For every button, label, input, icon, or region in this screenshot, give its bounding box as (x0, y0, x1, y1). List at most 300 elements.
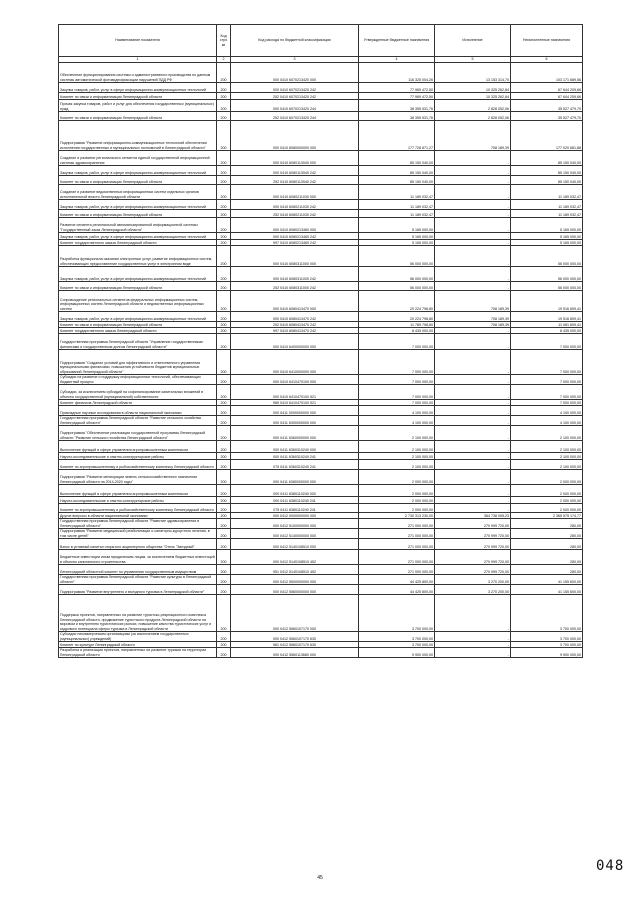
row-unexecuted: 67 644 209,66 (511, 83, 583, 93)
table-row (59, 648, 583, 658)
budget-report-sheet (58, 24, 582, 658)
row-kbk: 000 0410 6080413470 000 (231, 291, 359, 312)
row-unexecuted: 41 155 600,00 (511, 585, 583, 595)
row-unexecuted: 56 000 000,00 (511, 282, 583, 291)
row-name: Субсидии, за исключением субсидий на софинансирование капитальных вложений в объекты государственной (муниципальной) собственности (59, 385, 217, 400)
row-code: 200 (217, 166, 231, 176)
row-approved: 271 000 000,00 (359, 519, 435, 529)
row-approved: 85 150 040,00 (359, 176, 435, 185)
row-executed: - (435, 595, 511, 632)
column-number: 3 (231, 57, 359, 63)
row-executed: - (435, 240, 511, 246)
table-row (59, 485, 583, 497)
row-approved: 7 000 000,00 (359, 385, 435, 400)
row-unexecuted: 56 000 000,00 (511, 246, 583, 267)
row-unexecuted: 2 365 575 174,77 (511, 513, 583, 519)
row-kbk: 000 0412 5560107170 000 (231, 595, 359, 632)
row-approved: 3 700 000,00 (359, 595, 435, 632)
row-kbk: 000 0412 5100000000 000 (231, 519, 359, 529)
column-number: 2 (217, 57, 231, 63)
table-row (59, 200, 583, 210)
row-approved: 2 000 000,00 (359, 497, 435, 504)
row-executed: - (435, 200, 511, 210)
row-executed: - (435, 441, 511, 453)
row-kbk: 985 0410 6410470100 521 (231, 400, 359, 406)
row-executed: - (435, 632, 511, 642)
row-kbk: 997 0410 6080213460 242 (231, 240, 359, 246)
row-name: Государственная программа Ленинградской области "Управление государственными финансами и государственным долгом Ленинградской области" (59, 334, 217, 350)
row-unexecuted: 11 081 609,41 (511, 322, 583, 328)
row-approved: 2 000 000,00 (359, 485, 435, 497)
row-kbk: 000 0411 0000000000 000 (231, 406, 359, 416)
row-executed: 270 999 720,00 (435, 565, 511, 575)
row-kbk: 075 0411 6380110240 241 (231, 504, 359, 513)
row-name: Создание и развитие ведомственных информационных систем отдельных органов исполнительной власти Ленинградской области (59, 185, 217, 200)
row-approved: 11 189 032,47 (359, 185, 435, 200)
row-kbk: 000 0410 6400000000 000 (231, 334, 359, 350)
row-approved: 38 355 531,76 (359, 112, 435, 121)
row-code: 200 (217, 400, 231, 406)
row-executed: 708 189,39 (435, 312, 511, 322)
row-executed: - (435, 385, 511, 400)
row-code: 200 (217, 375, 231, 385)
row-approved: 56 000 000,00 (359, 282, 435, 291)
row-name: Субсидии на развитие и поддержку информационных технологий, обеспечивающих бюджетный процесс (59, 375, 217, 385)
row-code: 200 (217, 426, 231, 441)
row-name: Подпрограмма "Создание условий для эффективного и ответственного управления муниципальными финансами, повышения устойчивости бюджетов муниципальных образований Ленинградской области" (59, 350, 217, 375)
row-executed: - (435, 426, 511, 441)
row-unexecuted: 2 100 000,00 (511, 453, 583, 460)
row-approved: 5 165 000,00 (359, 240, 435, 246)
row-name: Закупка товаров, работ, услуг в сфере информационно-коммуникационных технологий (59, 166, 217, 176)
row-executed: - (435, 210, 511, 218)
row-unexecuted: 9 900 000,00 (511, 648, 583, 658)
row-approved: 8 435 000,00 (359, 328, 435, 334)
table-row (59, 406, 583, 416)
table-row (59, 334, 583, 350)
row-kbk: 000 0410 6080211030 242 (231, 200, 359, 210)
column-header: Неисполненные назначения (511, 25, 583, 57)
row-name: Научно-исследовательские и опытно-конструкторские работы (59, 453, 217, 460)
table-row (59, 529, 583, 539)
row-name: Комитет по связи и информатизации Ленинградской области (59, 282, 217, 291)
row-name: Закупка товаров, работ, услуг в сфере информационно-коммуникационных технологий (59, 312, 217, 322)
row-name: Государственная программа Ленинградской области "Развитие культуры в Ленинградской области" (59, 575, 217, 585)
row-executed: 708 189,39 (435, 121, 511, 151)
row-code: 200 (217, 441, 231, 453)
row-code: 200 (217, 151, 231, 166)
row-code: 200 (217, 416, 231, 426)
row-name: Создание и развитие регионального сегмента единой государственной информационной системы здравоохранения (59, 151, 217, 166)
row-executed: - (435, 246, 511, 267)
row-name: Комитет финансов Ленинградской области (59, 400, 217, 406)
row-executed: 2 828 052,06 (435, 112, 511, 121)
row-executed: - (435, 400, 511, 406)
row-name: Комитет по агропромышленному и рыбохозяйственному комплексу Ленинградской области (59, 460, 217, 470)
row-kbk: 000 0410 6080311000 242 (231, 267, 359, 282)
table-row (59, 63, 583, 83)
row-unexecuted: 85 150 040,00 (511, 176, 583, 185)
row-approved: 11 789 798,80 (359, 322, 435, 328)
table-row (59, 441, 583, 453)
row-unexecuted: 280,00 (511, 539, 583, 550)
row-unexecuted: 11 189 032,47 (511, 200, 583, 210)
row-approved: 44 425 800,00 (359, 585, 435, 595)
row-executed: - (435, 166, 511, 176)
row-unexecuted: 177 020 681,88 (511, 121, 583, 151)
row-executed: 10 325 262,84 (435, 93, 511, 100)
row-code: 200 (217, 328, 231, 334)
handwritten-stamp-number: 048 (596, 858, 625, 874)
table-row (59, 93, 583, 100)
row-code: 200 (217, 470, 231, 485)
row-executed: 708 189,39 (435, 291, 511, 312)
budget-table (58, 24, 583, 658)
row-approved: 2 100 000,00 (359, 453, 435, 460)
table-row (59, 151, 583, 166)
row-name: Бюджетные инвестиции иным юридическим лицам, за исключением бюджетных инвестиций в объекты капитального строительства (59, 550, 217, 565)
row-code: 200 (217, 218, 231, 233)
row-name: Другие вопросы в области национальной экономики (59, 513, 217, 519)
row-unexecuted: 19 516 609,41 (511, 312, 583, 322)
row-unexecuted: 3 700 000,00 (511, 642, 583, 648)
row-executed: - (435, 416, 511, 426)
row-code: 200 (217, 550, 231, 565)
row-kbk: 000 0411 6300000000 000 (231, 416, 359, 426)
table-row (59, 246, 583, 267)
table-row (59, 291, 583, 312)
row-code: 200 (217, 121, 231, 151)
row-kbk: 000 0412 5140108510 000 (231, 539, 359, 550)
row-approved: 11 189 032,47 (359, 210, 435, 218)
row-code: 200 (217, 460, 231, 470)
row-kbk: 000 0411 6380110240 241 (231, 497, 359, 504)
row-executed: 3 270 200,00 (435, 585, 511, 595)
row-executed: 2 828 052,06 (435, 100, 511, 112)
row-code: 200 (217, 453, 231, 460)
row-kbk: 000 0410 6070213420 244 (231, 100, 359, 112)
table-row (59, 595, 583, 632)
row-code: 200 (217, 282, 231, 291)
table-row (59, 470, 583, 485)
row-unexecuted: 7 000 000,00 (511, 375, 583, 385)
row-code: 200 (217, 595, 231, 632)
row-unexecuted: 280,00 (511, 550, 583, 565)
row-code: 200 (217, 267, 231, 282)
row-kbk: 000 0412 5140000000 000 (231, 529, 359, 539)
table-row (59, 385, 583, 400)
row-executed: - (435, 267, 511, 282)
column-number: 6 (511, 57, 583, 63)
row-name: Закупка товаров, работ, услуг в сфере информационно-коммуникационных технологий (59, 267, 217, 282)
column-number: 5 (435, 57, 511, 63)
table-row (59, 176, 583, 185)
row-executed: - (435, 282, 511, 291)
row-kbk: 000 0410 6080113940 000 (231, 151, 359, 166)
row-approved: 5 165 000,00 (359, 218, 435, 233)
row-kbk: 252 0410 6080211030 242 (231, 210, 359, 218)
row-unexecuted: 41 155 600,00 (511, 575, 583, 585)
row-approved: 2 100 000,00 (359, 460, 435, 470)
row-name: Обеспечение функционирования системы и административного производства по данным системы автоматической фотовидеофиксации нарушений ПДД РФ (59, 63, 217, 83)
row-code: 200 (217, 648, 231, 658)
table-row (59, 539, 583, 550)
row-name: Подпрограмма "Обеспечение реализации государственной программы Ленинградской области "Развитие сельского хозяйства Ленинградской области" (59, 426, 217, 441)
table-row (59, 565, 583, 575)
row-kbk: 000 0410 6410000000 000 (231, 350, 359, 375)
row-approved: 2 100 000,00 (359, 426, 435, 441)
row-code: 200 (217, 210, 231, 218)
row-code: 200 (217, 485, 231, 497)
row-approved: 116 325 004,26 (359, 63, 435, 83)
row-approved: 271 000 000,00 (359, 565, 435, 575)
table-row (59, 426, 583, 441)
row-code: 200 (217, 565, 231, 575)
row-approved: 4 100 000,00 (359, 406, 435, 416)
row-executed: 364 738 055,23 (435, 513, 511, 519)
row-kbk: 000 0411 6380000000 000 (231, 470, 359, 485)
row-code: 200 (217, 233, 231, 240)
row-unexecuted: 7 000 000,00 (511, 350, 583, 375)
row-approved: 7 000 000,00 (359, 375, 435, 385)
row-approved: 85 150 040,00 (359, 151, 435, 166)
row-executed: - (435, 406, 511, 416)
row-name: Закупка товаров, работ, услуг в сфере информационно-коммуникационных технологий (59, 83, 217, 93)
row-kbk: 000 0410 6080311000 000 (231, 246, 359, 267)
row-executed: - (435, 375, 511, 385)
row-code: 200 (217, 350, 231, 375)
row-kbk: 252 0410 6070213420 244 (231, 112, 359, 121)
row-unexecuted: 7 000 000,00 (511, 385, 583, 400)
row-name: Взнос в уставный капитал открытого акционерного общества "Отель "Звездный" (59, 539, 217, 550)
row-kbk: 000 0410 6080113940 242 (231, 166, 359, 176)
row-name: Выполнение функций в сфере управления агропромышленным комплексом (59, 441, 217, 453)
table-row (59, 100, 583, 112)
row-name: Прочая закупка товаров, работ и услуг для обеспечения государственных (муниципальных) нужд (59, 100, 217, 112)
row-code: 200 (217, 312, 231, 322)
row-kbk: 000 0410 6080211030 000 (231, 185, 359, 200)
row-name: Комитет по связи и информатизации Ленинградской области (59, 210, 217, 218)
row-unexecuted: 2 100 000,00 (511, 426, 583, 441)
table-row (59, 575, 583, 585)
row-kbk: 000 0412 5140108510 452 (231, 550, 359, 565)
row-approved: 2 000 000,00 (359, 470, 435, 485)
table-row (59, 460, 583, 470)
row-approved: 3 700 000,00 (359, 632, 435, 642)
column-header: Исполнение (435, 25, 511, 57)
row-name: Подпрограмма "Развитие мелиорации земель сельскохозяйственного назначения Ленинградской области на 2014-2020 годы" (59, 470, 217, 485)
row-code: 200 (217, 185, 231, 200)
row-code: 200 (217, 642, 231, 648)
row-kbk: 000 0411 6360310240 241 (231, 453, 359, 460)
column-header: Утвержденные бюджетные назначения (359, 25, 435, 57)
table-row (59, 504, 583, 513)
row-unexecuted: 5 165 000,00 (511, 240, 583, 246)
row-executed: - (435, 485, 511, 497)
row-kbk: 000 0412 5500000000 000 (231, 575, 359, 585)
table-row (59, 121, 583, 151)
row-approved: 271 000 000,00 (359, 539, 435, 550)
table-row (59, 83, 583, 93)
row-unexecuted: 2 100 000,00 (511, 441, 583, 453)
row-kbk: 000 0411 6360000000 000 (231, 426, 359, 441)
row-approved: 7 000 000,00 (359, 400, 435, 406)
row-name: Подпрограмма "Развитие информационно-коммуникационных технологий обеспечения исполнения государственных и муниципальных полномочий в Ленинградской области" (59, 121, 217, 151)
row-kbk: 000 0411 6360310240 000 (231, 441, 359, 453)
row-name: Разработка и реализация проектов, направленных на развитие туризма на территории Ленинградской области (59, 648, 217, 658)
row-executed: - (435, 350, 511, 375)
row-unexecuted: 85 150 040,00 (511, 166, 583, 176)
table-row (59, 112, 583, 121)
row-kbk: 000 0410 6080000000 000 (231, 121, 359, 151)
row-approved: 3 700 000,00 (359, 642, 435, 648)
row-approved: 271 000 000,00 (359, 529, 435, 539)
row-name: Развитие сегмента региональной автоматизированной информационной системы "Государственный заказ Ленинградской области" (59, 218, 217, 233)
table-body (59, 63, 583, 658)
row-executed: - (435, 328, 511, 334)
row-approved: 11 189 032,47 (359, 200, 435, 210)
row-executed: 13 153 314,70 (435, 63, 511, 83)
row-executed: 270 999 720,00 (435, 539, 511, 550)
table-row (59, 519, 583, 529)
row-code: 200 (217, 334, 231, 350)
row-unexecuted: 35 527 479,70 (511, 112, 583, 121)
row-executed: 270 999 720,00 (435, 519, 511, 529)
row-executed: - (435, 642, 511, 648)
table-row (59, 185, 583, 200)
column-header: Наименование показателя (59, 25, 217, 57)
row-kbk: 000 0412 5560113680 000 (231, 648, 359, 658)
row-executed: 708 189,39 (435, 322, 511, 328)
row-unexecuted: 35 527 479,70 (511, 100, 583, 112)
row-code: 200 (217, 63, 231, 83)
row-unexecuted: 85 150 040,00 (511, 151, 583, 166)
row-name: Комитет по культуре Ленинградской области (59, 642, 217, 648)
table-row (59, 416, 583, 426)
row-approved: 56 000 000,00 (359, 267, 435, 282)
row-kbk: 252 0410 6080311000 242 (231, 282, 359, 291)
row-approved: 77 969 472,50 (359, 83, 435, 93)
table-row (59, 375, 583, 385)
row-approved: 7 000 000,00 (359, 334, 435, 350)
row-kbk: 000 0412 5560107170 630 (231, 632, 359, 642)
row-approved: 20 224 798,80 (359, 291, 435, 312)
row-approved: 20 224 798,80 (359, 312, 435, 322)
row-executed: 270 999 720,00 (435, 550, 511, 565)
row-code: 200 (217, 246, 231, 267)
row-kbk: 252 0410 6070213420 242 (231, 93, 359, 100)
row-executed: - (435, 470, 511, 485)
row-name: Сопровождение региональных сегментов федеральных информационных систем, информационных систем Ленинградской области и ведомственных информационных систем (59, 291, 217, 312)
table-row (59, 312, 583, 322)
row-unexecuted: 11 189 032,47 (511, 210, 583, 218)
row-approved: 56 000 000,00 (359, 246, 435, 267)
row-code: 200 (217, 385, 231, 400)
table-row (59, 233, 583, 240)
row-unexecuted: 19 516 609,41 (511, 291, 583, 312)
row-kbk: 000 0410 6080413470 242 (231, 312, 359, 322)
row-approved: 2 730 313 230,00 (359, 513, 435, 519)
row-name: Комитет по связи и информатизации Ленинградской области (59, 176, 217, 185)
row-name: Государственная программа Ленинградской области "Развитие сельского хозяйства Ленинградской области" (59, 416, 217, 426)
row-kbk: 000 0410 6070213420 000 (231, 63, 359, 83)
row-executed: - (435, 497, 511, 504)
row-name: Разработка функционала оказания электронных услуг, развитие информационных систем, обеспечивающих предоставление государственных услуг в электронном виде (59, 246, 217, 267)
row-kbk: 000 0410 6410470100 521 (231, 385, 359, 400)
table-row (59, 350, 583, 375)
row-name: Государственная программа Ленинградской области "Развитие здравоохранения в Ленинградской области" (59, 519, 217, 529)
row-unexecuted: 7 000 000,00 (511, 334, 583, 350)
row-executed: - (435, 218, 511, 233)
row-unexecuted: 3 700 000,00 (511, 595, 583, 632)
row-executed: - (435, 185, 511, 200)
row-unexecuted: 2 100 000,00 (511, 460, 583, 470)
row-kbk: 000 0410 6080213460 000 (231, 218, 359, 233)
row-code: 200 (217, 539, 231, 550)
row-code: 200 (217, 513, 231, 519)
row-kbk: 000 0411 6380110240 000 (231, 485, 359, 497)
column-header: Код стро ки (217, 25, 231, 57)
row-approved: 85 150 040,00 (359, 166, 435, 176)
row-executed: 10 325 262,84 (435, 83, 511, 93)
row-code: 200 (217, 200, 231, 210)
column-number: 4 (359, 57, 435, 63)
row-unexecuted: 2 000 000,00 (511, 485, 583, 497)
row-unexecuted: 5 165 000,00 (511, 218, 583, 233)
row-kbk: 252 0410 6080413470 242 (231, 322, 359, 328)
row-kbk: 000 0410 6080213460 242 (231, 233, 359, 240)
row-unexecuted: 67 644 209,66 (511, 93, 583, 100)
row-code: 200 (217, 240, 231, 246)
row-name: Закупка товаров, работ, услуг в сфере информационно-коммуникационных технологий (59, 233, 217, 240)
row-name: Субсидии некоммерческим организациям (за исключением государственных (муниципальных) учреждений) (59, 632, 217, 642)
row-executed: - (435, 460, 511, 470)
table-header (59, 25, 583, 63)
column-number: 1 (59, 57, 217, 63)
row-executed: - (435, 176, 511, 185)
row-code: 200 (217, 519, 231, 529)
row-executed: - (435, 648, 511, 658)
row-name: Комитет по связи и информатизации Ленинградской области (59, 112, 217, 121)
row-code: 200 (217, 529, 231, 539)
row-kbk: 000 0410 6410470100 000 (231, 375, 359, 385)
table-row (59, 497, 583, 504)
table-row (59, 585, 583, 595)
row-approved: 5 165 000,00 (359, 233, 435, 240)
row-approved: 2 000 000,00 (359, 504, 435, 513)
row-approved: 2 100 000,00 (359, 441, 435, 453)
row-unexecuted: 3 700 000,00 (511, 632, 583, 642)
row-approved: 4 100 000,00 (359, 416, 435, 426)
row-kbk: 997 0410 6080413470 242 (231, 328, 359, 334)
table-row (59, 632, 583, 642)
row-name: Закупка товаров, работ, услуг в сфере информационно-коммуникационных технологий (59, 200, 217, 210)
row-name: Комитет по связи и информатизации Ленинградской области (59, 322, 217, 328)
table-row (59, 550, 583, 565)
row-unexecuted: 11 189 032,47 (511, 185, 583, 200)
row-kbk: 075 0411 6360310240 241 (231, 460, 359, 470)
table-row (59, 282, 583, 291)
row-kbk: 252 0410 6080113940 242 (231, 176, 359, 185)
row-code: 200 (217, 497, 231, 504)
row-name: Комитет по связи и информатизации Ленинградской области (59, 93, 217, 100)
row-executed: 3 270 200,00 (435, 575, 511, 585)
row-kbk: 000 0412 5560000000 000 (231, 585, 359, 595)
row-code: 200 (217, 322, 231, 328)
row-executed: - (435, 453, 511, 460)
row-unexecuted: 280,00 (511, 519, 583, 529)
row-unexecuted: 2 000 000,00 (511, 504, 583, 513)
